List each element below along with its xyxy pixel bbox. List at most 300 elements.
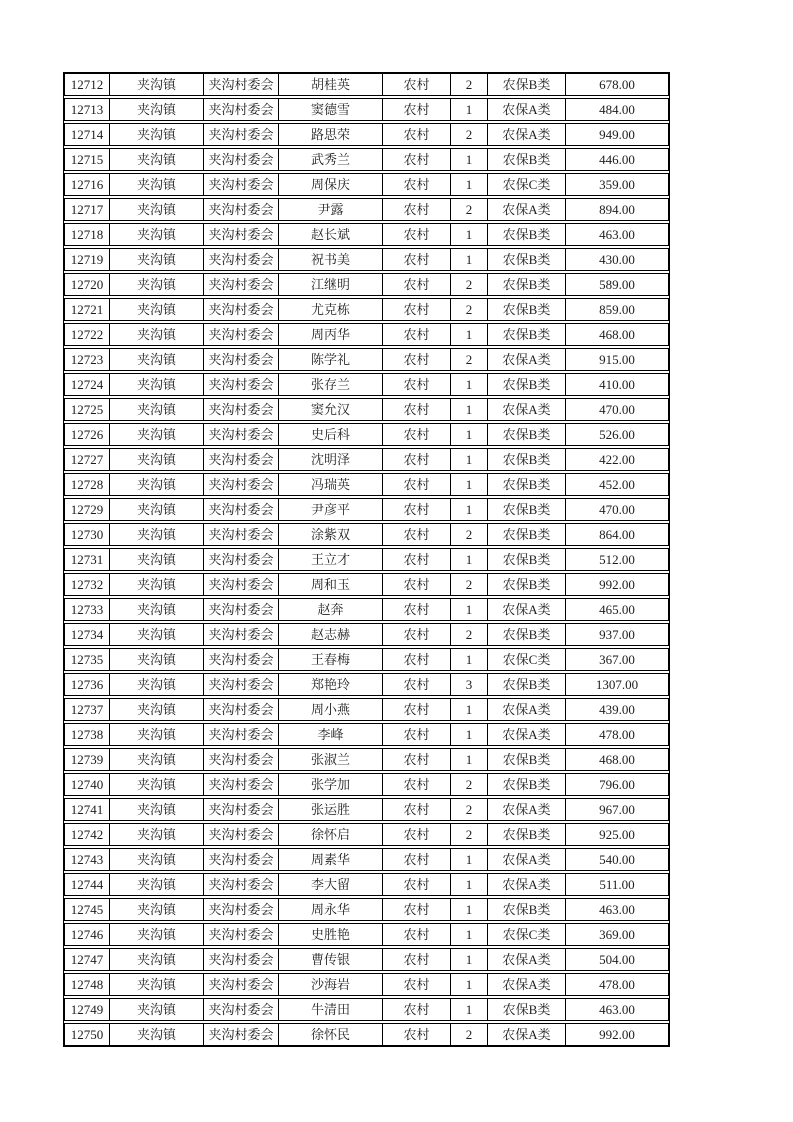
table-row — [64, 273, 669, 296]
cell-count: 2 — [451, 799, 488, 820]
cell-village: 夹沟村委会 — [204, 374, 279, 395]
cell-village: 夹沟村委会 — [204, 174, 279, 195]
cell-count: 2 — [451, 624, 488, 645]
cell-amount: 410.00 — [599, 377, 635, 392]
cell-town: 夹沟镇 — [110, 174, 204, 195]
cell-record-id: 12728 — [65, 474, 110, 495]
cell-record-id: 12734 — [65, 624, 110, 645]
cell-area-type: 农村 — [383, 674, 451, 695]
cell-record-id: 12723 — [65, 349, 110, 370]
cell-town: 夹沟镇 — [110, 599, 204, 620]
cell-category: 农保B类 — [488, 524, 566, 545]
cell-record-id: 12741 — [65, 799, 110, 820]
cell-village: 夹沟村委会 — [204, 324, 279, 345]
cell-count: 2 — [451, 824, 488, 845]
table-row — [64, 1023, 669, 1046]
cell-area-type: 农村 — [383, 549, 451, 570]
cell-count: 1 — [451, 149, 488, 170]
cell-record-id: 12736 — [65, 674, 110, 695]
cell-village: 夹沟村委会 — [204, 474, 279, 495]
cell-record-id: 12740 — [65, 774, 110, 795]
cell-village: 夹沟村委会 — [204, 849, 279, 870]
table-row — [64, 898, 669, 921]
cell-record-id: 12717 — [65, 199, 110, 220]
cell-town: 夹沟镇 — [110, 99, 204, 120]
cell-amount: 463.00 — [599, 902, 635, 917]
cell-category: 农保B类 — [488, 249, 566, 270]
cell-amount: 589.00 — [599, 277, 635, 292]
cell-person-name: 王春梅 — [279, 649, 383, 670]
cell-record-id: 12715 — [65, 149, 110, 170]
cell-category: 农保A类 — [488, 124, 566, 145]
cell-category: 农保B类 — [488, 274, 566, 295]
cell-record-id: 12733 — [65, 599, 110, 620]
table-row — [64, 448, 669, 471]
cell-amount: 470.00 — [599, 402, 635, 417]
cell-amount: 463.00 — [599, 1002, 635, 1017]
cell-count: 1 — [451, 874, 488, 895]
cell-record-id: 12744 — [65, 874, 110, 895]
cell-record-id: 12714 — [65, 124, 110, 145]
cell-village: 夹沟村委会 — [204, 674, 279, 695]
cell-record-id: 12742 — [65, 824, 110, 845]
table-row — [64, 473, 669, 496]
cell-village: 夹沟村委会 — [204, 824, 279, 845]
cell-person-name: 王立才 — [279, 549, 383, 570]
cell-area-type: 农村 — [383, 524, 451, 545]
cell-village: 夹沟村委会 — [204, 974, 279, 995]
cell-count: 2 — [451, 349, 488, 370]
cell-amount: 468.00 — [599, 327, 635, 342]
cell-area-type: 农村 — [383, 699, 451, 720]
cell-record-id: 12746 — [65, 924, 110, 945]
cell-category: 农保B类 — [488, 74, 566, 95]
cell-town: 夹沟镇 — [110, 774, 204, 795]
cell-record-id: 12747 — [65, 949, 110, 970]
cell-amount: 422.00 — [599, 452, 635, 467]
cell-count: 2 — [451, 299, 488, 320]
cell-amount: 452.00 — [599, 477, 635, 492]
cell-area-type: 农村 — [383, 649, 451, 670]
table-row — [64, 748, 669, 771]
cell-area-type: 农村 — [383, 124, 451, 145]
cell-amount: 967.00 — [599, 802, 635, 817]
cell-category: 农保B类 — [488, 774, 566, 795]
cell-person-name: 张运胜 — [279, 799, 383, 820]
cell-amount: 359.00 — [599, 177, 635, 192]
cell-town: 夹沟镇 — [110, 424, 204, 445]
cell-count: 1 — [451, 949, 488, 970]
cell-person-name: 曹传银 — [279, 949, 383, 970]
cell-amount: 504.00 — [599, 952, 635, 967]
cell-category: 农保A类 — [488, 949, 566, 970]
cell-town: 夹沟镇 — [110, 474, 204, 495]
cell-town: 夹沟镇 — [110, 124, 204, 145]
cell-category: 农保B类 — [488, 149, 566, 170]
cell-category: 农保B类 — [488, 449, 566, 470]
cell-area-type: 农村 — [383, 624, 451, 645]
cell-town: 夹沟镇 — [110, 199, 204, 220]
cell-town: 夹沟镇 — [110, 399, 204, 420]
cell-town: 夹沟镇 — [110, 974, 204, 995]
cell-amount: 678.00 — [599, 77, 635, 92]
cell-category: 农保B类 — [488, 324, 566, 345]
table-row — [64, 523, 669, 546]
cell-village: 夹沟村委会 — [204, 549, 279, 570]
cell-village: 夹沟村委会 — [204, 299, 279, 320]
cell-village: 夹沟村委会 — [204, 699, 279, 720]
cell-category: 农保B类 — [488, 299, 566, 320]
table-row — [64, 423, 669, 446]
cell-area-type: 农村 — [383, 324, 451, 345]
cell-village: 夹沟村委会 — [204, 149, 279, 170]
cell-village: 夹沟村委会 — [204, 224, 279, 245]
cell-amount: 478.00 — [599, 727, 635, 742]
cell-record-id: 12722 — [65, 324, 110, 345]
cell-category: 农保B类 — [488, 624, 566, 645]
cell-area-type: 农村 — [383, 849, 451, 870]
cell-area-type: 农村 — [383, 424, 451, 445]
cell-area-type: 农村 — [383, 874, 451, 895]
cell-amount: 1307.00 — [595, 677, 639, 692]
cell-town: 夹沟镇 — [110, 624, 204, 645]
cell-area-type: 农村 — [383, 949, 451, 970]
table-row — [64, 923, 669, 946]
cell-area-type: 农村 — [383, 574, 451, 595]
table-row — [64, 773, 669, 796]
cell-person-name: 祝书美 — [279, 249, 383, 270]
cell-village: 夹沟村委会 — [204, 99, 279, 120]
cell-area-type: 农村 — [383, 299, 451, 320]
cell-town: 夹沟镇 — [110, 824, 204, 845]
cell-count: 1 — [451, 599, 488, 620]
cell-category: 农保A类 — [488, 799, 566, 820]
cell-area-type: 农村 — [383, 274, 451, 295]
table-row — [64, 998, 669, 1021]
cell-amount: 992.00 — [599, 1027, 635, 1042]
cell-record-id: 12716 — [65, 174, 110, 195]
table-row — [64, 398, 669, 421]
cell-town: 夹沟镇 — [110, 749, 204, 770]
cell-count: 1 — [451, 549, 488, 570]
cell-town: 夹沟镇 — [110, 924, 204, 945]
cell-town: 夹沟镇 — [110, 349, 204, 370]
cell-record-id: 12724 — [65, 374, 110, 395]
table-row — [64, 798, 669, 821]
cell-count: 1 — [451, 99, 488, 120]
cell-town: 夹沟镇 — [110, 149, 204, 170]
cell-count: 1 — [451, 249, 488, 270]
cell-amount: 468.00 — [599, 752, 635, 767]
cell-town: 夹沟镇 — [110, 74, 204, 95]
cell-category: 农保C类 — [488, 174, 566, 195]
cell-village: 夹沟村委会 — [204, 424, 279, 445]
cell-town: 夹沟镇 — [110, 674, 204, 695]
cell-record-id: 12750 — [65, 1024, 110, 1045]
cell-person-name: 周丙华 — [279, 324, 383, 345]
cell-town: 夹沟镇 — [110, 799, 204, 820]
cell-area-type: 农村 — [383, 74, 451, 95]
cell-town: 夹沟镇 — [110, 899, 204, 920]
cell-person-name: 张存兰 — [279, 374, 383, 395]
cell-count: 3 — [451, 674, 488, 695]
cell-amount: 937.00 — [599, 627, 635, 642]
cell-area-type: 农村 — [383, 599, 451, 620]
table-row — [64, 198, 669, 221]
cell-village: 夹沟村委会 — [204, 924, 279, 945]
cell-record-id: 12727 — [65, 449, 110, 470]
cell-village: 夹沟村委会 — [204, 449, 279, 470]
cell-record-id: 12748 — [65, 974, 110, 995]
cell-person-name: 徐怀民 — [279, 1024, 383, 1045]
cell-area-type: 农村 — [383, 224, 451, 245]
cell-amount: 864.00 — [599, 527, 635, 542]
cell-amount: 915.00 — [599, 352, 635, 367]
cell-amount: 463.00 — [599, 227, 635, 242]
cell-person-name: 沙海岩 — [279, 974, 383, 995]
cell-town: 夹沟镇 — [110, 874, 204, 895]
cell-town: 夹沟镇 — [110, 724, 204, 745]
cell-village: 夹沟村委会 — [204, 1024, 279, 1045]
cell-village: 夹沟村委会 — [204, 349, 279, 370]
table-row — [64, 148, 669, 171]
cell-category: 农保A类 — [488, 874, 566, 895]
cell-area-type: 农村 — [383, 774, 451, 795]
cell-town: 夹沟镇 — [110, 324, 204, 345]
cell-area-type: 农村 — [383, 724, 451, 745]
cell-record-id: 12737 — [65, 699, 110, 720]
cell-person-name: 涂紫双 — [279, 524, 383, 545]
cell-count: 1 — [451, 724, 488, 745]
cell-count: 1 — [451, 424, 488, 445]
table-row — [64, 173, 669, 196]
cell-area-type: 农村 — [383, 824, 451, 845]
cell-count: 1 — [451, 499, 488, 520]
cell-person-name: 窦允汉 — [279, 399, 383, 420]
cell-count: 1 — [451, 974, 488, 995]
cell-person-name: 赵志赫 — [279, 624, 383, 645]
cell-town: 夹沟镇 — [110, 849, 204, 870]
cell-person-name: 胡桂英 — [279, 74, 383, 95]
cell-person-name: 徐怀启 — [279, 824, 383, 845]
cell-town: 夹沟镇 — [110, 249, 204, 270]
cell-person-name: 周素华 — [279, 849, 383, 870]
cell-amount: 511.00 — [599, 877, 635, 892]
cell-town: 夹沟镇 — [110, 549, 204, 570]
cell-amount: 484.00 — [599, 102, 635, 117]
cell-town: 夹沟镇 — [110, 999, 204, 1020]
cell-town: 夹沟镇 — [110, 1024, 204, 1045]
cell-category: 农保B类 — [488, 224, 566, 245]
cell-count: 2 — [451, 274, 488, 295]
cell-count: 1 — [451, 224, 488, 245]
cell-person-name: 赵长斌 — [279, 224, 383, 245]
cell-village: 夹沟村委会 — [204, 249, 279, 270]
cell-village: 夹沟村委会 — [204, 199, 279, 220]
cell-category: 农保B类 — [488, 374, 566, 395]
cell-amount: 796.00 — [599, 777, 635, 792]
cell-count: 1 — [451, 849, 488, 870]
cell-record-id: 12729 — [65, 499, 110, 520]
table-row — [64, 323, 669, 346]
cell-village: 夹沟村委会 — [204, 124, 279, 145]
cell-area-type: 农村 — [383, 174, 451, 195]
cell-person-name: 尹露 — [279, 199, 383, 220]
cell-category: 农保B类 — [488, 674, 566, 695]
cell-area-type: 农村 — [383, 899, 451, 920]
cell-category: 农保A类 — [488, 349, 566, 370]
table-row — [64, 673, 669, 696]
cell-village: 夹沟村委会 — [204, 749, 279, 770]
cell-amount: 470.00 — [599, 502, 635, 517]
cell-amount: 465.00 — [599, 602, 635, 617]
cell-village: 夹沟村委会 — [204, 574, 279, 595]
table-row — [64, 823, 669, 846]
cell-area-type: 农村 — [383, 924, 451, 945]
cell-area-type: 农村 — [383, 499, 451, 520]
cell-count: 2 — [451, 74, 488, 95]
cell-amount: 369.00 — [599, 927, 635, 942]
cell-amount: 512.00 — [599, 552, 635, 567]
cell-category: 农保A类 — [488, 399, 566, 420]
cell-area-type: 农村 — [383, 99, 451, 120]
cell-area-type: 农村 — [383, 799, 451, 820]
cell-category: 农保B类 — [488, 424, 566, 445]
cell-category: 农保A类 — [488, 849, 566, 870]
table-row — [64, 498, 669, 521]
cell-category: 农保C类 — [488, 649, 566, 670]
cell-person-name: 周小燕 — [279, 699, 383, 720]
cell-count: 1 — [451, 374, 488, 395]
cell-count: 1 — [451, 649, 488, 670]
table-row — [64, 948, 669, 971]
cell-amount: 526.00 — [599, 427, 635, 442]
table-row — [64, 223, 669, 246]
cell-category: 农保B类 — [488, 999, 566, 1020]
cell-person-name: 冯瑞英 — [279, 474, 383, 495]
cell-town: 夹沟镇 — [110, 649, 204, 670]
cell-record-id: 12732 — [65, 574, 110, 595]
cell-count: 1 — [451, 324, 488, 345]
cell-amount: 430.00 — [599, 252, 635, 267]
cell-amount: 859.00 — [599, 302, 635, 317]
cell-town: 夹沟镇 — [110, 299, 204, 320]
cell-record-id: 12719 — [65, 249, 110, 270]
cell-category: 农保A类 — [488, 724, 566, 745]
cell-person-name: 张学加 — [279, 774, 383, 795]
cell-person-name: 周保庆 — [279, 174, 383, 195]
cell-village: 夹沟村委会 — [204, 949, 279, 970]
table-row — [64, 698, 669, 721]
cell-village: 夹沟村委会 — [204, 74, 279, 95]
benefits-table — [63, 72, 670, 1047]
cell-area-type: 农村 — [383, 199, 451, 220]
cell-area-type: 农村 — [383, 399, 451, 420]
cell-record-id: 12721 — [65, 299, 110, 320]
cell-amount: 478.00 — [599, 977, 635, 992]
cell-village: 夹沟村委会 — [204, 874, 279, 895]
cell-person-name: 李峰 — [279, 724, 383, 745]
cell-area-type: 农村 — [383, 374, 451, 395]
cell-category: 农保A类 — [488, 199, 566, 220]
cell-person-name: 武秀兰 — [279, 149, 383, 170]
cell-category: 农保C类 — [488, 924, 566, 945]
cell-count: 1 — [451, 999, 488, 1020]
cell-village: 夹沟村委会 — [204, 899, 279, 920]
cell-village: 夹沟村委会 — [204, 774, 279, 795]
cell-count: 1 — [451, 699, 488, 720]
cell-category: 农保A类 — [488, 974, 566, 995]
cell-count: 1 — [451, 474, 488, 495]
cell-area-type: 农村 — [383, 449, 451, 470]
cell-count: 2 — [451, 199, 488, 220]
cell-town: 夹沟镇 — [110, 224, 204, 245]
cell-record-id: 12749 — [65, 999, 110, 1020]
table-row — [64, 973, 669, 996]
cell-category: 农保B类 — [488, 824, 566, 845]
cell-person-name: 尹彦平 — [279, 499, 383, 520]
cell-record-id: 12735 — [65, 649, 110, 670]
cell-count: 1 — [451, 174, 488, 195]
cell-person-name: 李大留 — [279, 874, 383, 895]
cell-town: 夹沟镇 — [110, 949, 204, 970]
cell-person-name: 张淑兰 — [279, 749, 383, 770]
table-row — [64, 348, 669, 371]
cell-amount: 894.00 — [599, 202, 635, 217]
cell-category: 农保B类 — [488, 574, 566, 595]
cell-town: 夹沟镇 — [110, 374, 204, 395]
cell-town: 夹沟镇 — [110, 699, 204, 720]
table-row — [64, 848, 669, 871]
cell-record-id: 12718 — [65, 224, 110, 245]
cell-person-name: 路思荣 — [279, 124, 383, 145]
cell-town: 夹沟镇 — [110, 274, 204, 295]
cell-village: 夹沟村委会 — [204, 599, 279, 620]
cell-category: 农保B类 — [488, 474, 566, 495]
cell-village: 夹沟村委会 — [204, 399, 279, 420]
cell-area-type: 农村 — [383, 474, 451, 495]
cell-person-name: 牛清田 — [279, 999, 383, 1020]
cell-category: 农保A类 — [488, 599, 566, 620]
table-row — [64, 373, 669, 396]
cell-village: 夹沟村委会 — [204, 649, 279, 670]
table-row — [64, 598, 669, 621]
cell-category: 农保B类 — [488, 499, 566, 520]
cell-record-id: 12730 — [65, 524, 110, 545]
cell-amount: 540.00 — [599, 852, 635, 867]
cell-area-type: 农村 — [383, 249, 451, 270]
cell-record-id: 12738 — [65, 724, 110, 745]
cell-record-id: 12720 — [65, 274, 110, 295]
cell-amount: 367.00 — [599, 652, 635, 667]
table-row — [64, 248, 669, 271]
cell-village: 夹沟村委会 — [204, 499, 279, 520]
cell-category: 农保B类 — [488, 549, 566, 570]
cell-record-id: 12712 — [65, 74, 110, 95]
cell-amount: 439.00 — [599, 702, 635, 717]
cell-record-id: 12713 — [65, 99, 110, 120]
cell-category: 农保B类 — [488, 749, 566, 770]
table-row — [64, 623, 669, 646]
cell-category: 农保B类 — [488, 899, 566, 920]
cell-area-type: 农村 — [383, 349, 451, 370]
cell-record-id: 12731 — [65, 549, 110, 570]
cell-person-name: 赵奔 — [279, 599, 383, 620]
cell-amount: 446.00 — [599, 152, 635, 167]
cell-area-type: 农村 — [383, 1024, 451, 1045]
cell-count: 1 — [451, 924, 488, 945]
cell-village: 夹沟村委会 — [204, 799, 279, 820]
